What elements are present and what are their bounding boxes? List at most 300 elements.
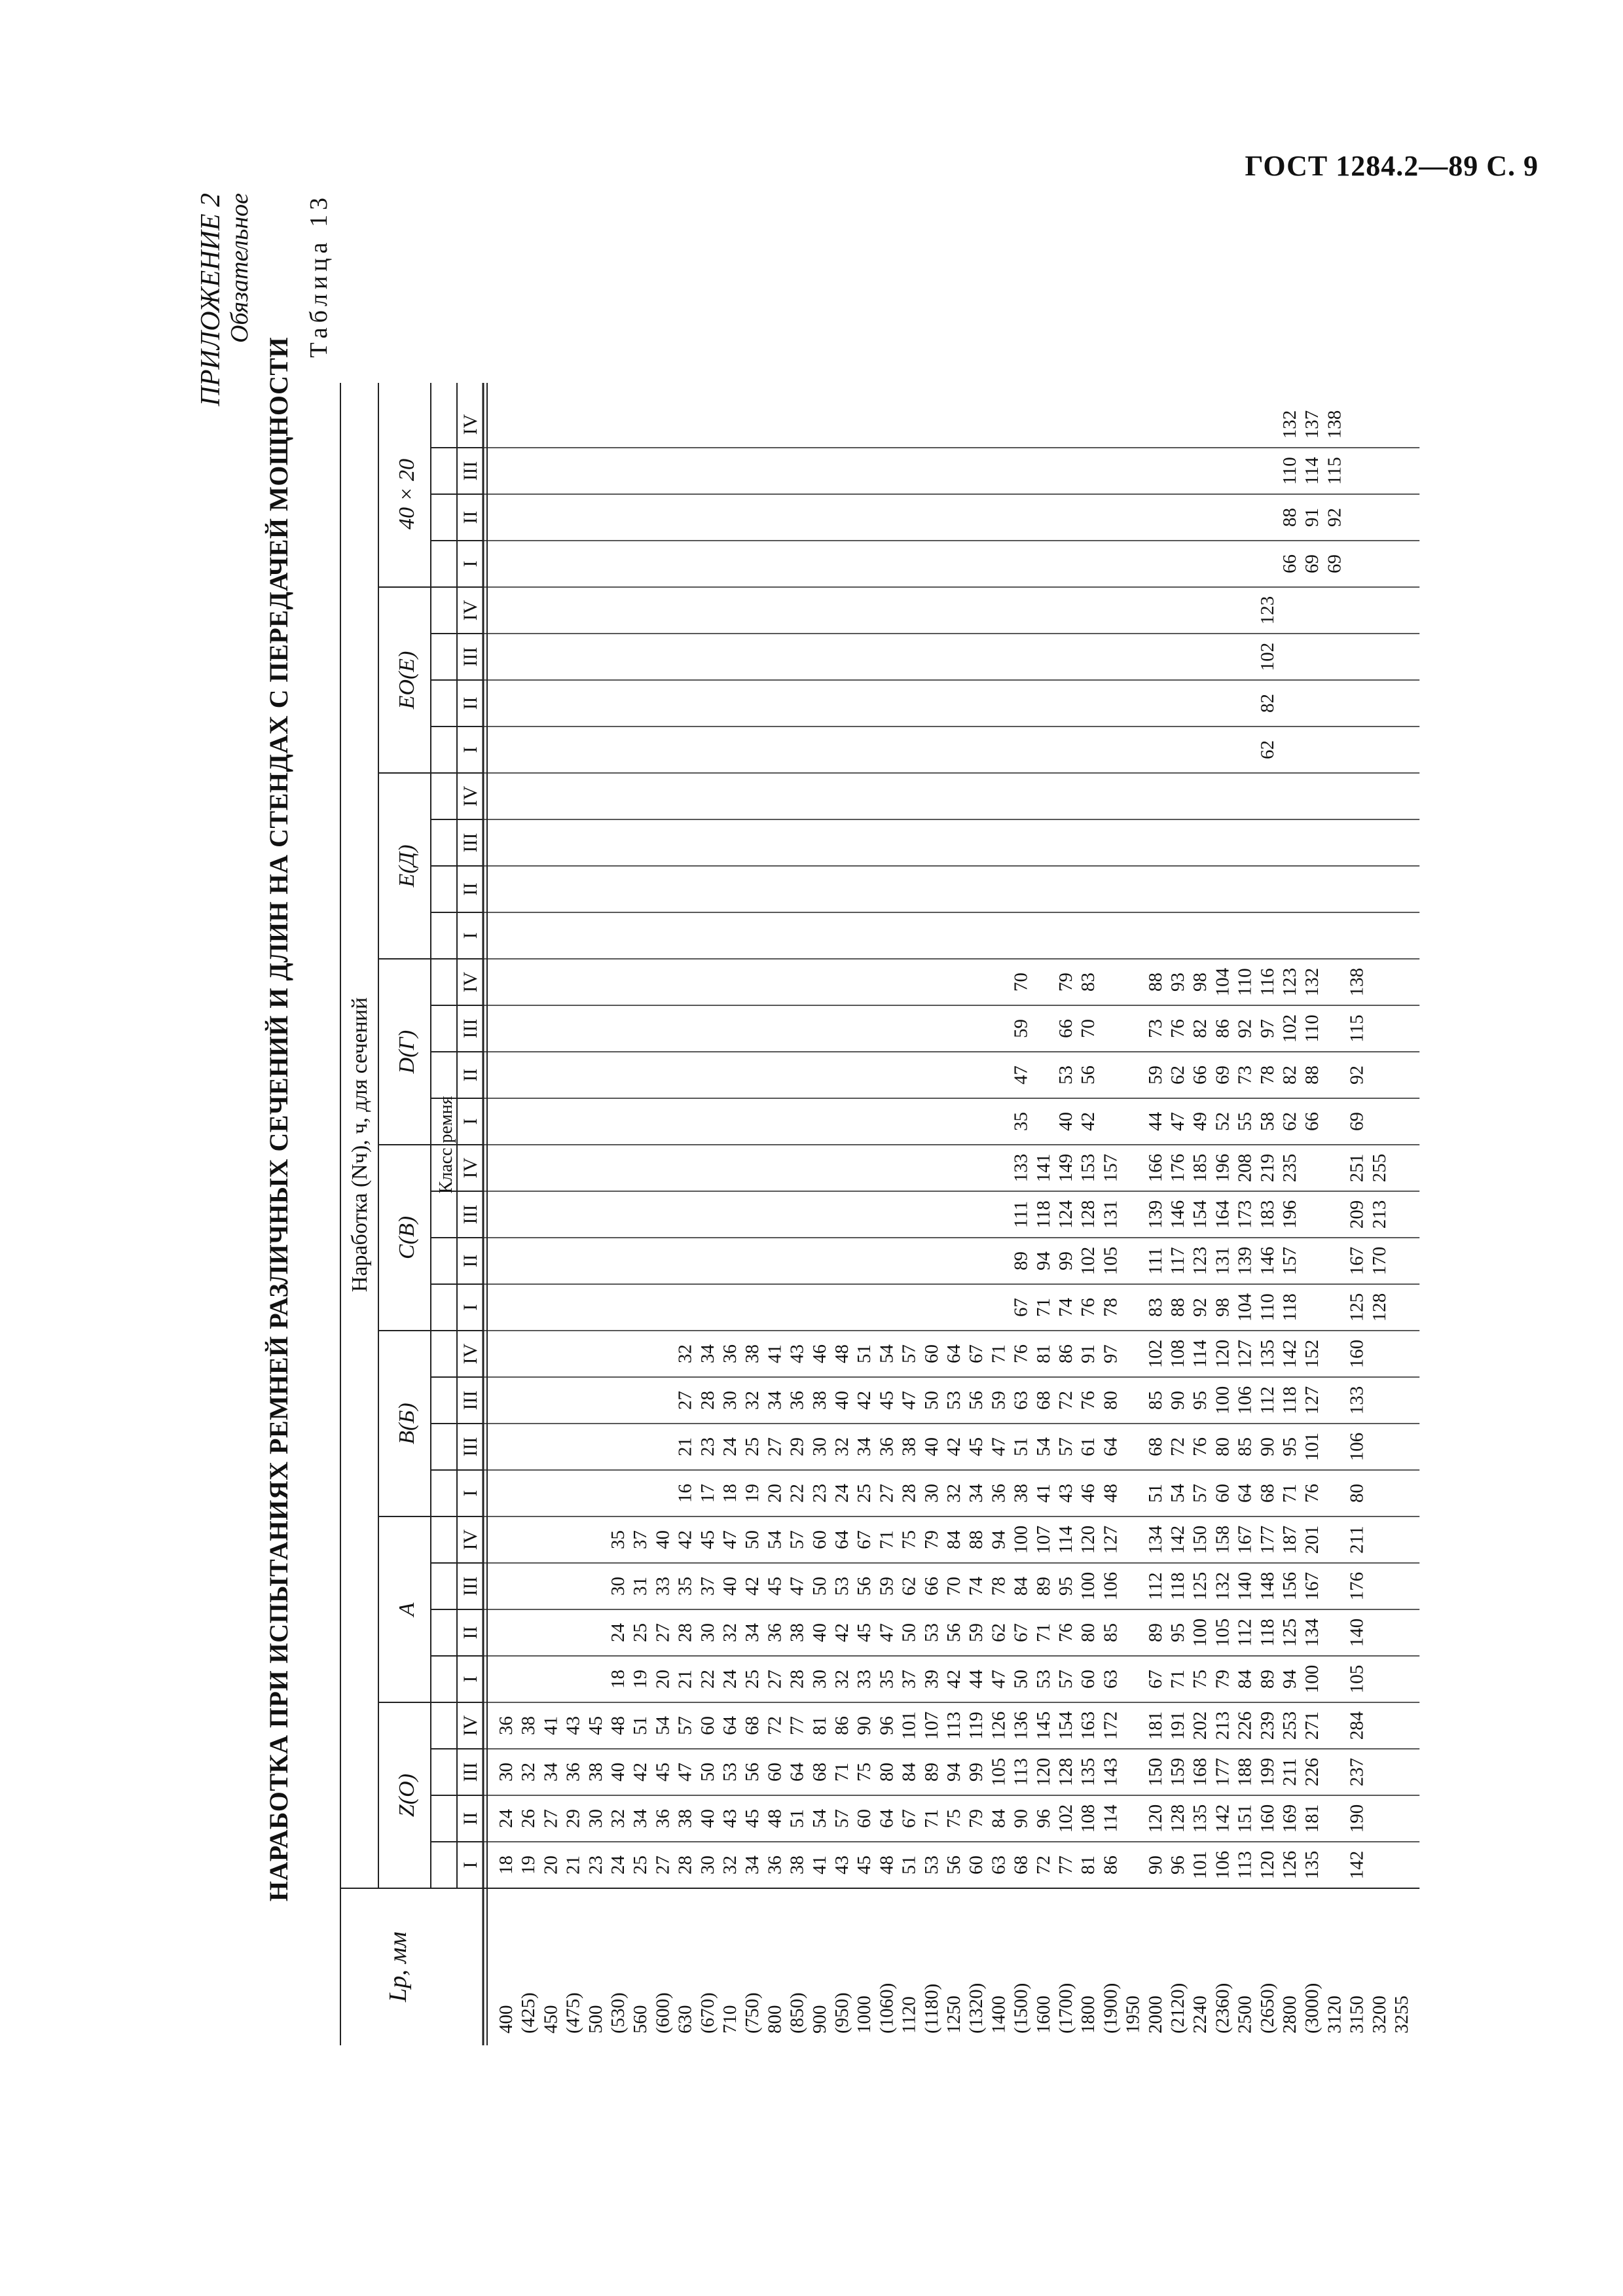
table-cell: 47	[720, 1530, 740, 1549]
table-cell: 154	[1190, 1200, 1211, 1229]
table-cell: 89	[921, 1763, 942, 1782]
section-label: Z(O)	[395, 1773, 419, 1818]
table-cell: 37	[630, 1530, 651, 1549]
table-cell: 154	[1055, 1711, 1076, 1740]
table-cell: 42	[674, 1530, 696, 1549]
table-cell: 105	[988, 1757, 1010, 1787]
table-cell: 181	[1302, 1804, 1323, 1833]
table-cell: 62	[1167, 1066, 1188, 1085]
table-cell: 74	[966, 1577, 987, 1596]
table-cell: 51	[854, 1344, 875, 1363]
table-cell: 90	[1010, 1809, 1032, 1828]
table-cell: 79	[966, 1809, 987, 1828]
table-cell: 95	[1190, 1391, 1211, 1410]
table-cell: 196	[1212, 1153, 1233, 1183]
table-cell: 150	[1144, 1757, 1166, 1787]
length-label: (425)	[518, 1992, 539, 2034]
table-cell: 164	[1212, 1200, 1233, 1229]
table-cell: 191	[1167, 1711, 1188, 1740]
class-label: I	[460, 1861, 481, 1869]
table-cell: 107	[1032, 1525, 1054, 1554]
table-cell: 213	[1212, 1711, 1233, 1740]
table-cell: 98	[1212, 1298, 1233, 1317]
table-cell: 73	[1144, 1019, 1166, 1038]
length-label: (950)	[831, 1992, 852, 2034]
table-cell: 166	[1144, 1153, 1166, 1183]
table-cell: 42	[943, 1437, 964, 1456]
table-cell: 81	[1078, 1856, 1099, 1874]
table-cell: 50	[809, 1577, 830, 1596]
table-cell: 28	[674, 1623, 696, 1642]
table-cell: 66	[1279, 554, 1300, 573]
table-cell: 25	[742, 1670, 763, 1689]
table-cell: 81	[1032, 1344, 1054, 1363]
table-cell: 67	[966, 1344, 987, 1363]
table-cell: 42	[831, 1623, 852, 1642]
table-cell: 88	[1144, 973, 1166, 992]
table-cell: 21	[674, 1437, 696, 1456]
table-cell: 64	[1100, 1437, 1122, 1456]
table-cell: 42	[854, 1391, 875, 1410]
length-label: 2000	[1144, 1996, 1166, 2034]
table-cell: 68	[1144, 1437, 1166, 1456]
table-cell: 123	[1256, 596, 1278, 625]
table-cell: 29	[562, 1809, 584, 1828]
table-cell: 148	[1256, 1571, 1278, 1601]
table-cell: 40	[697, 1809, 718, 1828]
table-cell: 101	[1302, 1432, 1323, 1462]
table-cell: 53	[1055, 1066, 1076, 1085]
table-cell: 75	[854, 1763, 875, 1782]
table-cell: 137	[1302, 410, 1323, 439]
table-cell: 127	[1302, 1386, 1323, 1415]
length-label: 3200	[1368, 1996, 1390, 2034]
table-cell: 48	[608, 1716, 629, 1735]
table-cell: 146	[1167, 1200, 1188, 1229]
table-cell: 77	[1055, 1856, 1076, 1874]
table-cell: 132	[1279, 410, 1300, 439]
class-label: IV	[460, 1157, 481, 1179]
table-cell: 84	[1234, 1670, 1256, 1689]
class-label: III	[460, 1390, 481, 1410]
table-cell: 74	[1055, 1298, 1076, 1317]
page-title: НАРАБОТКА ПРИ ИСПЫТАНИЯХ РЕМНЕЙ РАЗЛИЧНЫХ СЕЧЕНИЙ И ДЛИН НА СТЕНДАХ С ПЕРЕДАЧЕЙ МОЩНОСТИ	[264, 336, 293, 1902]
table-cell: 92	[1324, 508, 1345, 527]
table-cell: 106	[1346, 1432, 1368, 1462]
table-cell: 124	[1055, 1200, 1076, 1229]
table-cell: 36	[764, 1623, 786, 1642]
length-label: 2240	[1190, 1996, 1211, 2034]
table-cell: 46	[809, 1344, 830, 1363]
table-cell: 113	[943, 1712, 964, 1740]
table-cell: 36	[764, 1856, 786, 1874]
table-cell: 84	[988, 1809, 1010, 1828]
table-cell: 127	[1234, 1339, 1256, 1369]
table-cell: 96	[1167, 1856, 1188, 1874]
length-label: 2500	[1234, 1996, 1256, 2034]
length-label: (1180)	[921, 1983, 942, 2034]
length-label: (670)	[697, 1992, 718, 2034]
table-cell: 60	[764, 1763, 786, 1782]
table-cell: 106	[1100, 1571, 1122, 1601]
table-cell: 271	[1302, 1711, 1323, 1740]
table-cell: 91	[1302, 508, 1323, 527]
table-cell: 51	[786, 1809, 808, 1828]
table-cell: 54	[876, 1344, 898, 1363]
table-cell: 138	[1324, 410, 1345, 439]
table-cell: 45	[854, 1623, 875, 1642]
table-cell: 21	[562, 1856, 584, 1874]
table-cell: 71	[988, 1344, 1010, 1363]
table-cell: 27	[674, 1391, 696, 1410]
table-cell: 102	[1279, 1014, 1300, 1043]
table-cell: 63	[988, 1856, 1010, 1874]
table-cell: 99	[966, 1763, 987, 1782]
table-cell: 208	[1234, 1153, 1256, 1183]
class-header: Класс ремня	[436, 1096, 456, 1194]
table-cell: 102	[1256, 642, 1278, 672]
table-cell: 30	[608, 1577, 629, 1596]
table-cell: 24	[608, 1623, 629, 1642]
table-cell: 51	[1010, 1437, 1032, 1456]
table-cell: 50	[1010, 1670, 1032, 1689]
table-cell: 54	[1167, 1484, 1188, 1503]
table-cell: 52	[1212, 1112, 1233, 1131]
table-cell: 27	[540, 1809, 562, 1828]
table-cell: 60	[697, 1716, 718, 1735]
class-label: III	[460, 1762, 481, 1782]
table-cell: 91	[1078, 1344, 1099, 1363]
table-cell: 94	[943, 1763, 964, 1782]
table-cell: 86	[1100, 1856, 1122, 1874]
class-label: IV	[460, 600, 481, 621]
table-cell: 30	[697, 1623, 718, 1642]
length-label: 1600	[1032, 1996, 1054, 2034]
table-cell: 106	[1234, 1386, 1256, 1415]
table-cell: 90	[1256, 1437, 1278, 1456]
table-cell: 56	[854, 1577, 875, 1596]
class-label: IV	[460, 971, 481, 993]
table-cell: 36	[720, 1344, 740, 1363]
table-cell: 67	[1010, 1623, 1032, 1642]
table-cell: 68	[809, 1763, 830, 1782]
table-cell: 30	[720, 1391, 740, 1410]
table-cell: 149	[1055, 1153, 1076, 1183]
table-cell: 38	[786, 1856, 808, 1874]
table-cell: 46	[1078, 1484, 1099, 1503]
table-cell: 22	[786, 1484, 808, 1503]
table-cell: 31	[630, 1577, 651, 1596]
table-cell: 45	[652, 1763, 674, 1782]
section-label: EO(E)	[395, 651, 419, 709]
table-cell: 96	[1032, 1809, 1054, 1828]
section-label: C(B)	[395, 1215, 419, 1260]
table-cell: 50	[697, 1763, 718, 1782]
table-cell: 47	[988, 1437, 1010, 1456]
table-cell: 40	[809, 1623, 830, 1642]
table-cell: 32	[831, 1670, 852, 1689]
table-cell: 89	[1256, 1670, 1278, 1689]
table-cell: 69	[1212, 1066, 1233, 1085]
length-label: (2360)	[1212, 1982, 1233, 2034]
table-cell: 32	[608, 1809, 629, 1828]
length-label: 1800	[1078, 1996, 1099, 2034]
table-cell: 57	[1190, 1484, 1211, 1503]
table-cell: 70	[943, 1577, 964, 1596]
table-cell: 84	[898, 1763, 920, 1782]
table-cell: 125	[1279, 1618, 1300, 1647]
table-cell: 64	[831, 1530, 852, 1549]
table-cell: 19	[742, 1484, 763, 1503]
table-cell: 43	[562, 1716, 584, 1735]
class-label: II	[460, 511, 481, 524]
table-cell: 53	[720, 1763, 740, 1782]
table-cell: 56	[742, 1763, 763, 1782]
table-cell: 70	[1078, 1019, 1099, 1038]
table-cell: 64	[943, 1344, 964, 1363]
table-cell: 35	[876, 1670, 898, 1689]
table-cell: 76	[1078, 1391, 1099, 1410]
table-cell: 134	[1302, 1618, 1323, 1647]
table-cell: 72	[1167, 1437, 1188, 1456]
table-cell: 211	[1279, 1758, 1300, 1786]
table-cell: 133	[1346, 1386, 1368, 1415]
table-cell: 64	[720, 1716, 740, 1735]
table-cell: 75	[1190, 1670, 1211, 1689]
table-cell: 32	[674, 1344, 696, 1363]
table-cell: 49	[1190, 1112, 1211, 1131]
length-label: (1500)	[1010, 1982, 1032, 2034]
table-cell: 78	[988, 1577, 1010, 1596]
table-cell: 176	[1167, 1153, 1188, 1183]
table-cell: 38	[585, 1763, 606, 1782]
table-cell: 105	[1100, 1246, 1122, 1276]
table-cell: 68	[1256, 1484, 1278, 1503]
table-cell: 25	[742, 1437, 763, 1456]
table-cell: 139	[1144, 1200, 1166, 1229]
table-cell: 30	[921, 1484, 942, 1503]
length-label: 400	[496, 2005, 517, 2034]
table-cell: 59	[1144, 1066, 1166, 1085]
class-label: IV	[460, 1343, 481, 1365]
table-cell: 142	[1346, 1850, 1368, 1880]
table-cell: 28	[786, 1670, 808, 1689]
class-label: I	[460, 746, 481, 753]
table-cell: 160	[1256, 1804, 1278, 1833]
table-cell: 48	[1100, 1484, 1122, 1503]
class-label: I	[460, 1490, 481, 1497]
table-cell: 20	[764, 1484, 786, 1503]
table-cell: 172	[1100, 1711, 1122, 1740]
table-cell: 136	[1010, 1711, 1032, 1740]
table-cell: 63	[1100, 1670, 1122, 1689]
table-cell: 55	[1234, 1112, 1256, 1131]
table-cell: 18	[720, 1484, 740, 1503]
table-cell: 84	[1010, 1577, 1032, 1596]
table-cell: 36	[988, 1484, 1010, 1503]
table-cell: 38	[742, 1344, 763, 1363]
table-cell: 69	[1302, 554, 1323, 573]
table-cell: 57	[831, 1809, 852, 1828]
table-cell: 36	[496, 1716, 517, 1735]
table-cell: 96	[876, 1716, 898, 1735]
table-cell: 211	[1346, 1526, 1368, 1554]
table-cell: 51	[630, 1716, 651, 1735]
table-cell: 79	[921, 1530, 942, 1549]
table-cell: 56	[943, 1623, 964, 1642]
class-label: I	[460, 1118, 481, 1125]
table-cell: 125	[1346, 1293, 1368, 1322]
length-label: (1900)	[1100, 1982, 1122, 2034]
table-cell: 167	[1302, 1571, 1323, 1601]
table-cell: 94	[988, 1530, 1010, 1549]
class-label: III	[460, 1437, 481, 1457]
table-cell: 173	[1234, 1200, 1256, 1229]
table-cell: 120	[1032, 1757, 1054, 1787]
table-cell: 183	[1256, 1200, 1278, 1229]
table-cell: 37	[697, 1577, 718, 1596]
table-cell: 42	[1078, 1112, 1099, 1131]
table-cell: 20	[540, 1856, 562, 1874]
table-cell: 142	[1212, 1804, 1233, 1833]
table-cell: 43	[786, 1344, 808, 1363]
table-cell: 40	[1055, 1112, 1076, 1131]
length-label: (850)	[786, 1992, 808, 2034]
section-label: E(Д)	[395, 844, 419, 888]
table-cell: 115	[1346, 1014, 1368, 1043]
table-cell: 158	[1212, 1525, 1233, 1554]
table-cell: 125	[1190, 1571, 1211, 1601]
table-cell: 25	[854, 1484, 875, 1503]
table-cell: 40	[608, 1763, 629, 1782]
length-label: 900	[809, 2005, 830, 2034]
table-cell: 112	[1234, 1619, 1256, 1647]
table-cell: 66	[921, 1577, 942, 1596]
table-cell: 62	[988, 1623, 1010, 1642]
table-cell: 253	[1279, 1711, 1300, 1740]
table-cell: 167	[1234, 1525, 1256, 1554]
table-cell: 17	[697, 1484, 718, 1503]
table-cell: 71	[1032, 1298, 1054, 1317]
table-cell: 116	[1256, 968, 1278, 996]
table-cell: 41	[1032, 1484, 1054, 1503]
table-cell: 71	[921, 1809, 942, 1828]
table-cell: 112	[1256, 1386, 1278, 1414]
table-cell: 202	[1190, 1711, 1211, 1740]
table-cell: 25	[630, 1856, 651, 1874]
section-label: 40 × 20	[395, 459, 419, 529]
table-cell: 93	[1167, 973, 1188, 992]
table-cell: 71	[876, 1530, 898, 1549]
length-label: 1250	[943, 1996, 964, 2034]
table-cell: 76	[1010, 1344, 1032, 1363]
table-cell: 40	[921, 1437, 942, 1456]
table-cell: 156	[1279, 1571, 1300, 1601]
table-cell: 255	[1368, 1153, 1390, 1183]
length-label: (1060)	[876, 1982, 898, 2034]
table-cell: 120	[1078, 1525, 1099, 1554]
appendix-status: Обязательное	[226, 193, 253, 344]
table-cell: 141	[1032, 1153, 1054, 1183]
table-cell: 56	[966, 1391, 987, 1410]
table-cell: 71	[1032, 1623, 1054, 1642]
table-cell: 36	[652, 1809, 674, 1828]
table-cell: 38	[809, 1391, 830, 1410]
table-cell: 82	[1190, 1019, 1211, 1038]
length-label: 500	[585, 2005, 606, 2034]
table-cell: 139	[1234, 1246, 1256, 1276]
table-cell: 105	[1212, 1618, 1233, 1647]
table-cell: 118	[1279, 1386, 1300, 1414]
table-cell: 38	[674, 1809, 696, 1828]
length-label: 3120	[1324, 1996, 1345, 2034]
table-cell: 30	[809, 1437, 830, 1456]
table-cell: 251	[1346, 1153, 1368, 1183]
table-cell: 43	[1055, 1484, 1076, 1503]
length-label: 3255	[1391, 1996, 1412, 2034]
table-cell: 118	[1256, 1619, 1278, 1647]
class-label: III	[460, 461, 481, 481]
table-cell: 176	[1346, 1571, 1368, 1601]
table-cell: 42	[630, 1763, 651, 1782]
table-cell: 110	[1256, 1293, 1278, 1321]
table-cell: 53	[921, 1623, 942, 1642]
length-label: (600)	[652, 1992, 674, 2034]
class-label: III	[460, 1576, 481, 1596]
table-cell: 128	[1078, 1200, 1099, 1229]
table-cell: 181	[1144, 1711, 1166, 1740]
table-cell: 57	[674, 1716, 696, 1735]
table-cell: 117	[1167, 1247, 1188, 1275]
table-cell: 68	[1010, 1856, 1032, 1874]
table-cell: 18	[608, 1670, 629, 1689]
table-cell: 110	[1302, 1014, 1323, 1043]
table-cell: 82	[1256, 694, 1278, 713]
table-cell: 67	[1144, 1670, 1166, 1689]
table-cell: 36	[876, 1437, 898, 1456]
table-cell: 135	[1256, 1339, 1278, 1369]
table-cell: 118	[1032, 1200, 1054, 1229]
table-cell: 88	[1167, 1298, 1188, 1317]
length-label: 560	[630, 2005, 651, 2034]
table-cell: 34	[742, 1856, 763, 1874]
table-cell: 100	[1302, 1664, 1323, 1694]
table-cell: 104	[1234, 1293, 1256, 1322]
table-cell: 78	[1256, 1066, 1278, 1085]
table-cell: 72	[1055, 1391, 1076, 1410]
table-cell: 27	[652, 1623, 674, 1642]
table-cell: 80	[876, 1763, 898, 1782]
table-cell: 34	[630, 1809, 651, 1828]
table-cell: 142	[1279, 1339, 1300, 1369]
table-cell: 67	[898, 1809, 920, 1828]
table-cell: 131	[1212, 1246, 1233, 1276]
length-label: 1120	[898, 1996, 920, 2034]
table-cell: 34	[697, 1344, 718, 1363]
table-cell: 39	[921, 1670, 942, 1689]
appendix-title: ПРИЛОЖЕНИЕ 2	[196, 193, 226, 406]
table-cell: 170	[1368, 1246, 1390, 1276]
lp-header: Lp, мм	[384, 1931, 412, 2002]
table-cell: 128	[1055, 1757, 1076, 1787]
class-label: I	[460, 1304, 481, 1311]
table-cell: 157	[1100, 1153, 1122, 1183]
table-cell: 54	[764, 1530, 786, 1549]
table-cell: 86	[831, 1716, 852, 1735]
table-cell: 47	[674, 1763, 696, 1782]
table-cell: 134	[1144, 1525, 1166, 1554]
table-cell: 32	[742, 1391, 763, 1410]
